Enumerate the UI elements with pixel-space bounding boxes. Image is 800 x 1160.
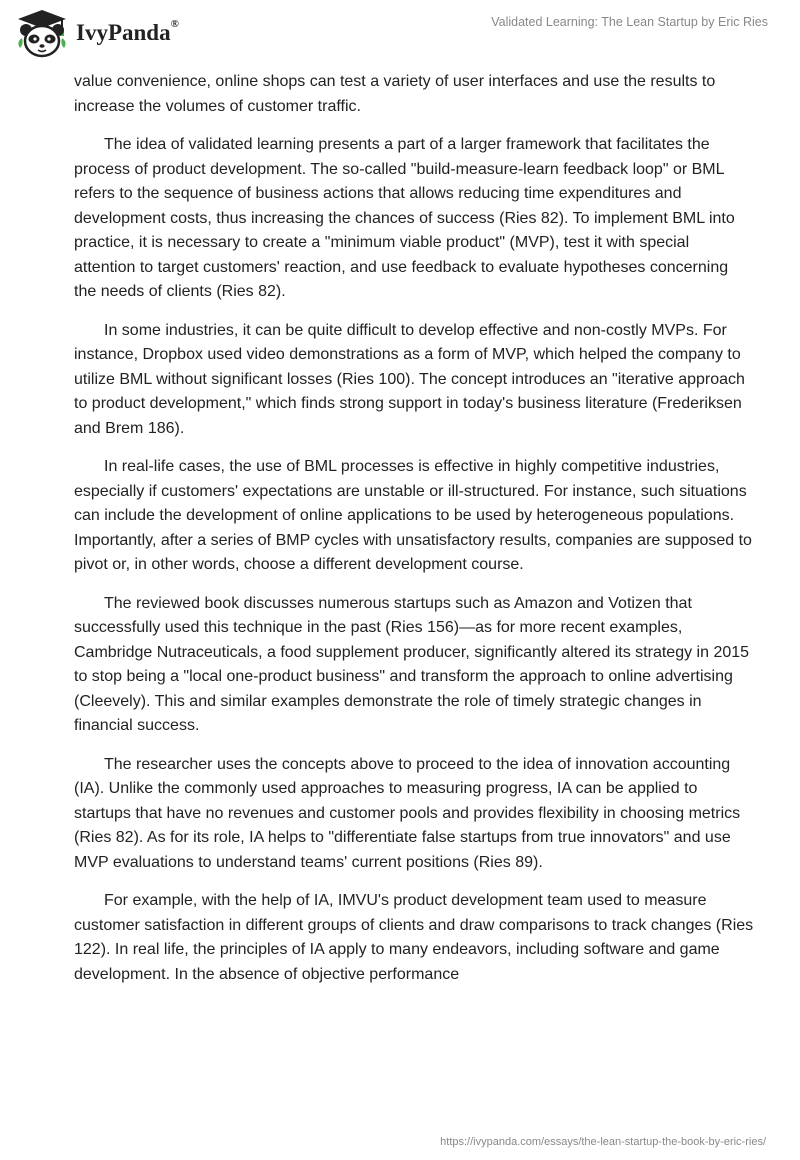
paragraph-2: The idea of validated learning presents a part of a larger framework that facilitates the process of product development. The so-called "build-measure-learn feedback loop" or BML refers to the sequence of business actions that allows reducing time expenditures and development costs, thus increasing the chances of success (Ries 82). To implement BML into practice, it is necessary to create a "minimum viable product" (MVP), test it with special attention to target customers' reaction, and use feedback to evaluate hypotheses concerning the needs of clients (Ries 82). [74, 136, 735, 300]
registered-mark: ® [170, 18, 179, 30]
brand-name: IvyPanda® [76, 18, 179, 45]
paragraph-6: The researcher uses the concepts above to proceed to the idea of innovation accounting (IA). Unlike the commonly used approaches to measuring progress, IA can be applied to startups that have no revenues and customer pools and provides flexibility in choosing metrics (Ries 82). As for its role, IA helps to "differentiate false startups from true innovators" and use MVP evaluations to understand teams' current positions (Ries 89). [74, 755, 741, 871]
panda-graduate-icon [14, 8, 70, 60]
source-url[interactable]: https://ivypanda.com/essays/the-lean-startup-the-book-by-eric-ries/ [440, 1136, 766, 1148]
page-header [0, 0, 800, 70]
essay-body [74, 70, 754, 1001]
paragraph-3: In some industries, it can be quite difficult to develop effective and non-costly MVPs. For instance, Dropbox used video demonstrations as a form of MVP, which helped the company to utilize BML without significant losses (Ries 100). The concept introduces an "iterative approach to product development," which finds strong support in today's business literature (Frederiksen and Brem 186). [74, 321, 745, 437]
paragraph-7: For example, with the help of IA, IMVU's product development team used to measure customer satisfaction in different groups of clients and draw comparisons to track changes (Ries 122). In real life, the principles of IA apply to many endeavors, including software and game development. In the absence of objective performance [74, 892, 754, 983]
ivypanda-logo[interactable] [14, 8, 254, 60]
paragraph-5: The reviewed book discusses numerous startups such as Amazon and Votizen that successfully used this technique in the past (Ries 156)—as for more recent examples, Cambridge Nutraceuticals, a food supplement producer, significantly altered its strategy in 2015 to stop being a "local one-product business" and transform the approach to online advertising (Cleevely). This and similar examples demonstrate the role of timely strategic changes in financial success. [74, 594, 750, 734]
document-title: Validated Learning: The Lean Startup by Eric Ries [491, 15, 768, 29]
paragraph-4: In real-life cases, the use of BML processes is effective in highly competitive industries, especially if customers' expectations are unstable or ill-structured. For instance, such situations can include the development of online applications to be used by heterogeneous populations. Importantly, after a series of BMP cycles with unsatisfactory results, companies are supposed to pivot or, in other words, choose a different development course. [74, 458, 752, 573]
paragraph-1: value convenience, online shops can test a variety of user interfaces and use the results to increase the volumes of customer traffic. [74, 73, 716, 115]
